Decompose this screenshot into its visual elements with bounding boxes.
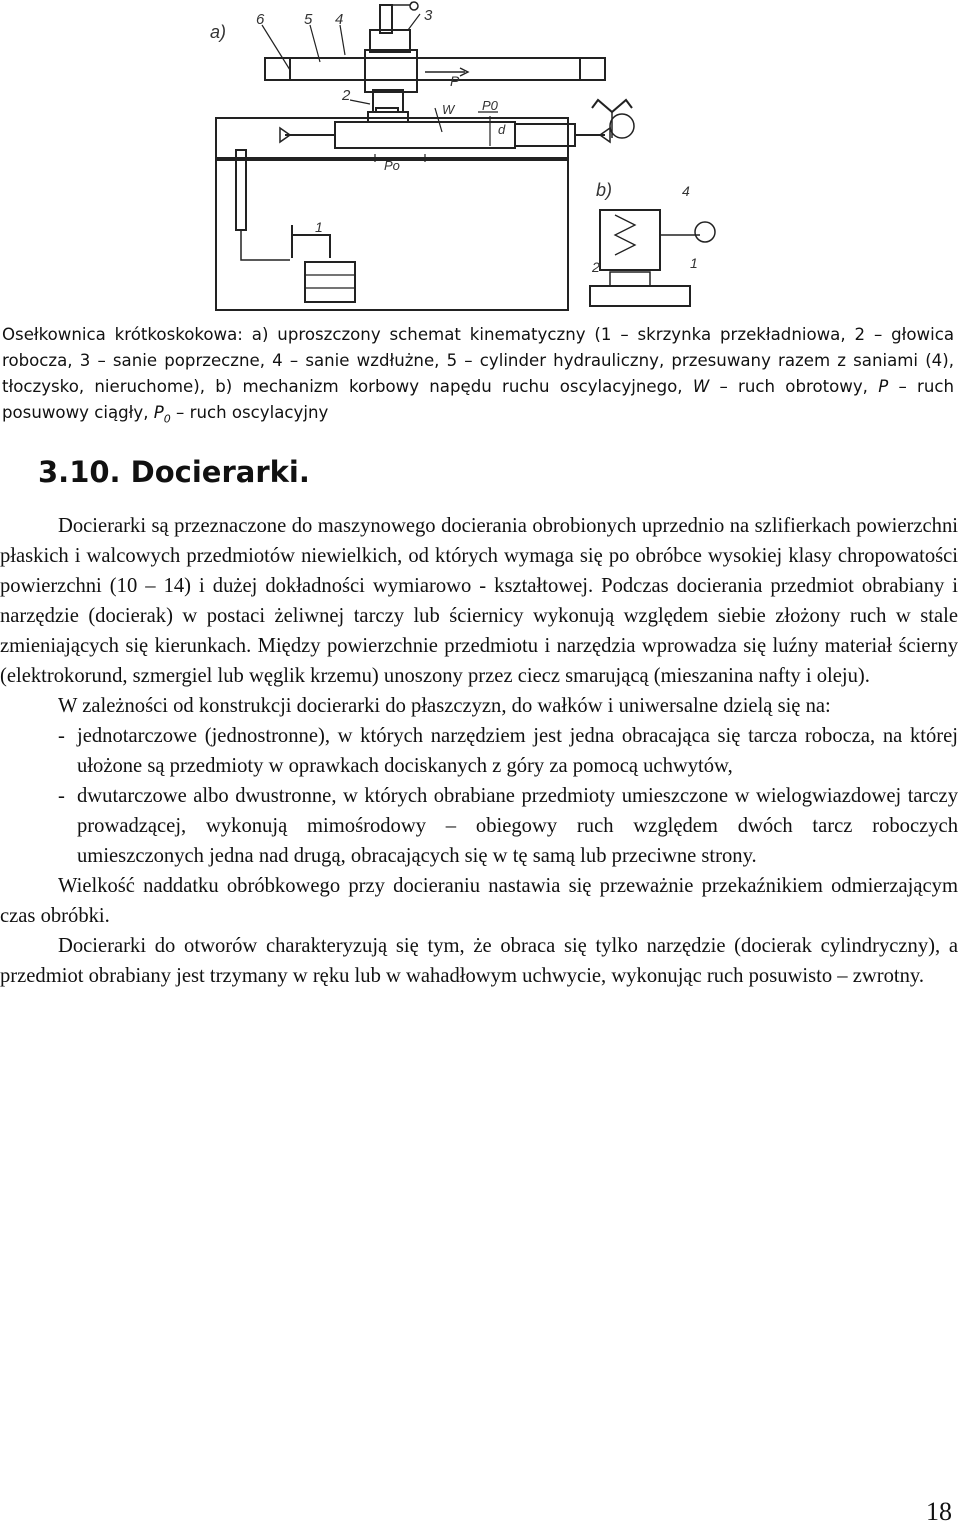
figure-label-b: b): [596, 180, 613, 200]
caption-text-4: – ruch oscylacyjny: [170, 403, 329, 422]
callout-5: 5: [304, 11, 313, 28]
caption-symbol-p0: P: [153, 403, 164, 422]
callout-3: 3: [424, 7, 433, 24]
figure-caption: [2, 322, 954, 426]
paragraph-allowance: Wielkość naddatku obróbkowego przy docieraniu nastawia się przeważnie przekaźnikiem odmierzającym czas obróbki.: [0, 875, 958, 927]
list-item-text: dwutarczowe albo dwustronne, w których obrabiane przedmioty umieszczone w wielogwiazdowej tarczy prowadzącej, wykonują mimośrodowy – obiegowy ruch względem dwóch tarcz roboczych umieszczonych jedna nad drugą, obracających się w tę samą lub przeciwne strony.: [77, 785, 958, 867]
caption-text-1: Osełkownica krótkoskokowa: a) uproszczony schemat kinematyczny (1 – skrzynka przekładniowa, 2 – głowica robocza, 3 – sanie poprzeczne, 4 – sanie wzdłużne, 5 – cylinder hydrauliczny, przesuwany razem z saniami (4), tłoczysko, nieruchome), b) mechanizm korbowy napędu ruchu oscylacyjnego,: [2, 325, 954, 396]
callout-Po: Po: [384, 158, 400, 173]
caption-symbol-p0-subscript: 0: [163, 412, 171, 426]
page-number: 18: [926, 1497, 952, 1526]
callout-P0: P0: [482, 98, 498, 113]
callout-2: 2: [342, 87, 351, 104]
list-marker: -: [58, 785, 65, 807]
paragraph-intro: Docierarki są przeznaczone do maszynowego docierania obrobionych uprzednio na szlifierkach powierzchni płaskich i walcowych przedmiotów niewielkich, od których wymaga się po obróbce wysokiej klasy chropowatości powierzchni (10 – 14) i dużej dokładności wymiarowo - kształtowej. Podczas docierania przedmiot obrabiany i narzędzie (docierak) w postaci żeliwnej tarczy lub ściernicy wykonują względem siebie złożony ruch w stale zmieniających się kierunkach. Między powierzchnie przedmiotu i narzędzia wprowadza się luźny materiał ścierny (elektrokorund, szmergiel lub węglik krzemu) unoszony przez ciecz smarującą (mieszanina nafty i oleju).: [0, 515, 958, 687]
list-item: [0, 781, 958, 871]
paragraph-bore-lapping: Docierarki do otworów charakteryzują się tym, że obraca się tylko narzędzie (docierak cylindryczny), a przedmiot obrabiany jest trzymany w ręku lub w wahadłowym uchwycie, wykonując ruch posuwisto – zwrotny.: [0, 935, 958, 987]
caption-text-3: – ruch posuwowy ciągły,: [2, 377, 955, 422]
callout-2b: 2: [592, 259, 600, 275]
callout-1: 1: [315, 219, 323, 235]
list-marker: -: [58, 725, 65, 747]
body-text: [0, 511, 958, 991]
callout-6: 6: [256, 11, 265, 28]
caption-text-2: – ruch obrotowy,: [709, 377, 879, 396]
list-item-text: jednotarczowe (jednostronne), w których narzędziem jest jedna obracająca się tarcza robocza, na której ułożone są przedmioty w oprawkach dociskanych z góry za pomocą uchwytów,: [77, 725, 958, 777]
machine-type-list: [0, 721, 958, 871]
callout-4: 4: [335, 11, 344, 28]
paragraph-classification: W zależności od konstrukcji docierarki do płaszczyzn, do wałków i uniwersalne dzielą się na:: [58, 695, 831, 717]
section-heading: 3.10. Docierarki.: [38, 455, 310, 489]
callout-d: d: [498, 122, 506, 137]
caption-symbol-w: W: [692, 377, 710, 396]
caption-symbol-p: P: [878, 377, 889, 396]
callout-P: P: [450, 73, 460, 89]
machine-schematic-figure: [180, 0, 720, 315]
callout-4b: 4: [682, 183, 690, 199]
list-item: [0, 721, 958, 781]
callout-W: W: [442, 102, 455, 117]
callout-1b: 1: [690, 255, 698, 271]
figure-label-a: a): [210, 22, 227, 42]
